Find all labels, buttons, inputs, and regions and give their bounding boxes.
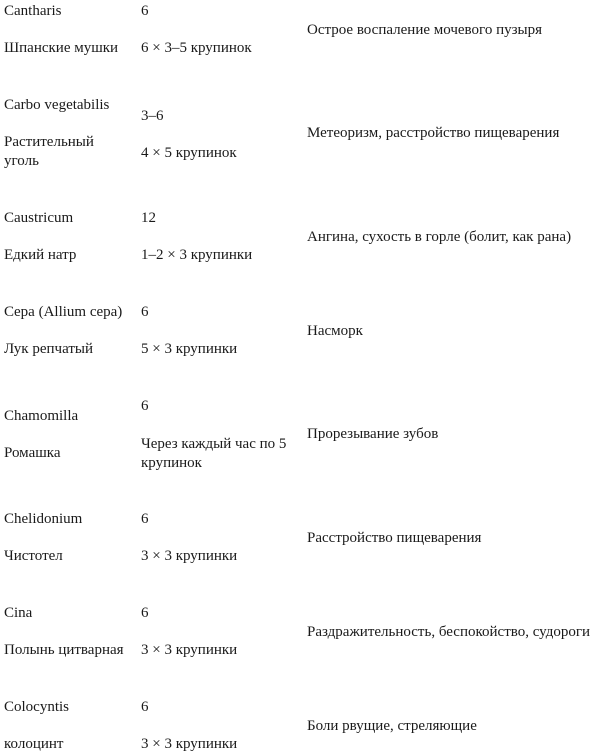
remedy-russian-name-cont: уголь bbox=[4, 153, 39, 169]
indication: Насморк bbox=[307, 323, 363, 339]
dosage: Через каждый час по 5 bbox=[141, 436, 287, 452]
potency: 6 bbox=[141, 3, 149, 19]
potency: 3–6 bbox=[141, 108, 164, 124]
indication: Боли рвущие, стреляющие bbox=[307, 718, 477, 734]
potency: 6 bbox=[141, 699, 149, 715]
dosage-cont: крупинок bbox=[141, 455, 202, 471]
indication: Прорезывание зубов bbox=[307, 426, 439, 442]
indication: Острое воспаление мочевого пузыря bbox=[307, 22, 542, 38]
dosage: 3 × 3 крупинки bbox=[141, 736, 238, 752]
remedy-latin-name: Caustricum bbox=[4, 210, 74, 226]
remedy-russian-name: Лук репчатый bbox=[4, 341, 93, 357]
remedy-latin-name: Colocyntis bbox=[4, 699, 70, 715]
remedy-latin-name: Chamomilla bbox=[4, 408, 79, 424]
remedy-russian-name: Растительный bbox=[4, 134, 94, 150]
remedy-latin-name: Cantharis bbox=[4, 3, 62, 19]
dosage: 4 × 5 крупинок bbox=[141, 145, 237, 161]
remedy-russian-name: Шпанские мушки bbox=[4, 40, 119, 56]
dosage: 1–2 × 3 крупинки bbox=[141, 247, 253, 263]
potency: 6 bbox=[141, 605, 149, 621]
indication: Метеоризм, расстройство пищеварения bbox=[307, 125, 560, 141]
potency: 6 bbox=[141, 398, 149, 414]
potency: 6 bbox=[141, 304, 149, 320]
remedy-russian-name: Полынь цитварная bbox=[4, 642, 124, 658]
remedy-russian-name: Ромашка bbox=[4, 445, 61, 461]
remedy-russian-name: колоцинт bbox=[4, 736, 64, 752]
dosage: 3 × 3 крупинки bbox=[141, 548, 238, 564]
remedy-russian-name: Чистотел bbox=[4, 548, 63, 564]
indication: Расстройство пищеварения bbox=[307, 530, 482, 546]
remedy-latin-name: Cepa (Allium cepa) bbox=[4, 304, 123, 320]
remedy-latin-name: Cina bbox=[4, 605, 33, 621]
indication: Ангина, сухость в горле (болит, как рана) bbox=[307, 229, 572, 245]
indication: Раздражительность, беспокойство, судороги bbox=[307, 624, 591, 640]
remedy-latin-name: Chelidonium bbox=[4, 511, 83, 527]
potency: 6 bbox=[141, 511, 149, 527]
potency: 12 bbox=[141, 210, 156, 226]
dosage: 3 × 3 крупинки bbox=[141, 642, 238, 658]
dosage: 6 × 3–5 крупинок bbox=[141, 40, 252, 56]
dosage: 5 × 3 крупинки bbox=[141, 341, 238, 357]
remedy-russian-name: Едкий натр bbox=[4, 247, 77, 263]
remedy-latin-name: Carbo vegetabilis bbox=[4, 97, 110, 113]
